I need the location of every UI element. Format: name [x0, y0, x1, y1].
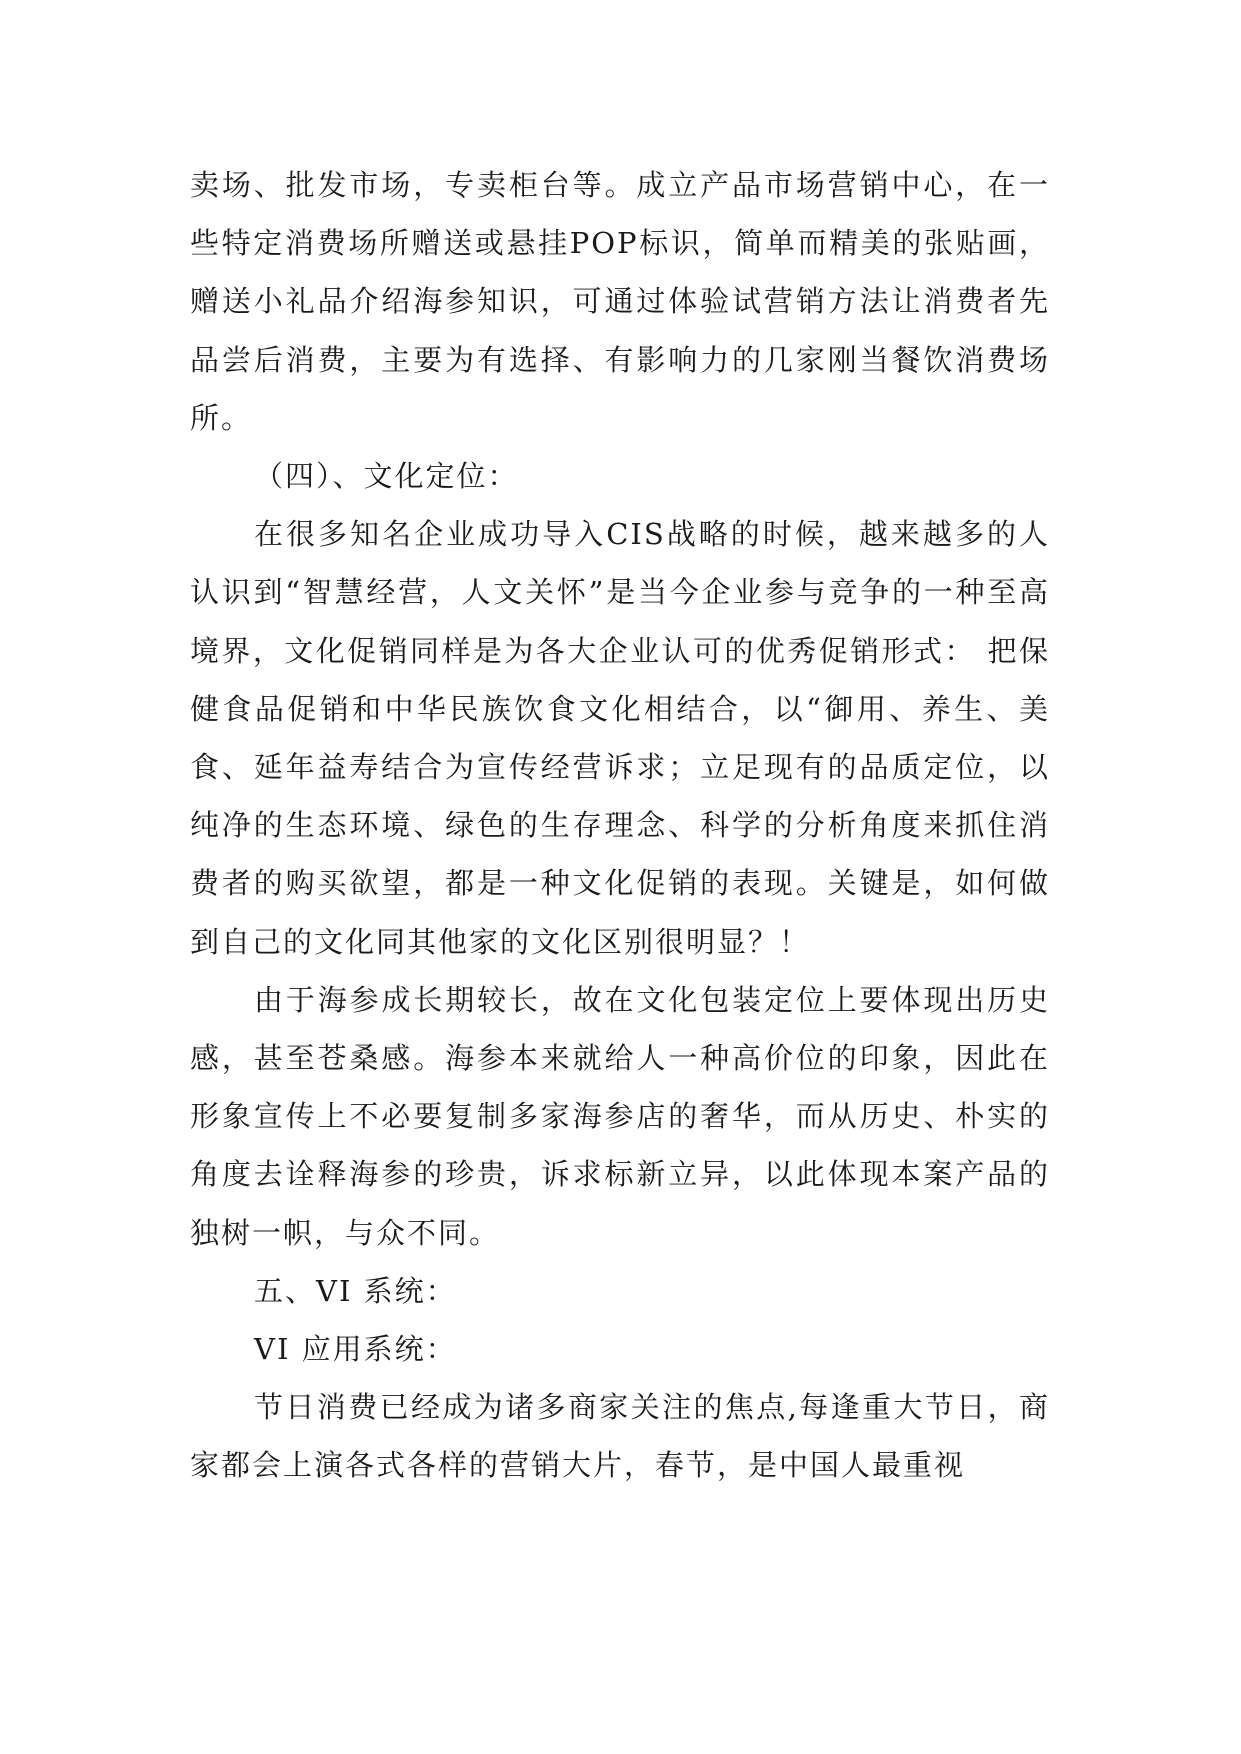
paragraph-retail-channels: 卖场、批发市场，专卖柜台等。成立产品市场营销中心，在一些特定消费场所赠送或悬挂POP标识，简单而精美的张贴画，赠送小礼品介绍海参知识，可通过体验试营销方法让消费者先品尝后消费，主要为有选择、有影响力的几家刚当餐饮消费场所。: [190, 168, 1050, 435]
body-text: [190, 156, 1050, 1495]
paragraph-historical-packaging: 由于海参成长期较长，故在文化包装定位上要体现出历史感，甚至苍桑感。海参本来就给人一种高价位的印象，因此在形象宣传上不必要复制多家海参店的奢华，而从历史、朴实的角度去诠释海参的珍贵，诉求标新立异，以此体现本案产品的独树一帜，与众不同。: [190, 982, 1050, 1250]
paragraph-holiday-consumption: 节日消费已经成为诸多商家关注的焦点,每逢重大节日，商家都会上演各式各样的营销大片，春节，是中国人最重视: [190, 1390, 1050, 1483]
section-heading-vi-system: 五、VI 系统：: [254, 1273, 457, 1308]
subheading-vi-application: VI 应用系统：: [254, 1332, 457, 1367]
paragraph-cultural-promotion: 在很多知名企业成功导入CIS战略的时候，越来越多的人认识到“智慧经营，人文关怀”是当今企业参与竞争的一种至高境界，文化促销同样是为各大企业认可的优秀促销形式： 把保健食品促销和中华民族饮食文化相结合，以“御用、养生、美食、延年益寿结合为宣传经营诉求；立足现有的品质定位，以纯净的生态环境、绿色的生存理念、科学的分析角度来抓住消费者的购买欲望，都是一种文化促销的表现。关键是，如何做到自己的文化同其他家的文化区别很明显？！: [190, 517, 1050, 959]
section-heading-cultural-positioning: （四）、文化定位：: [254, 459, 519, 494]
